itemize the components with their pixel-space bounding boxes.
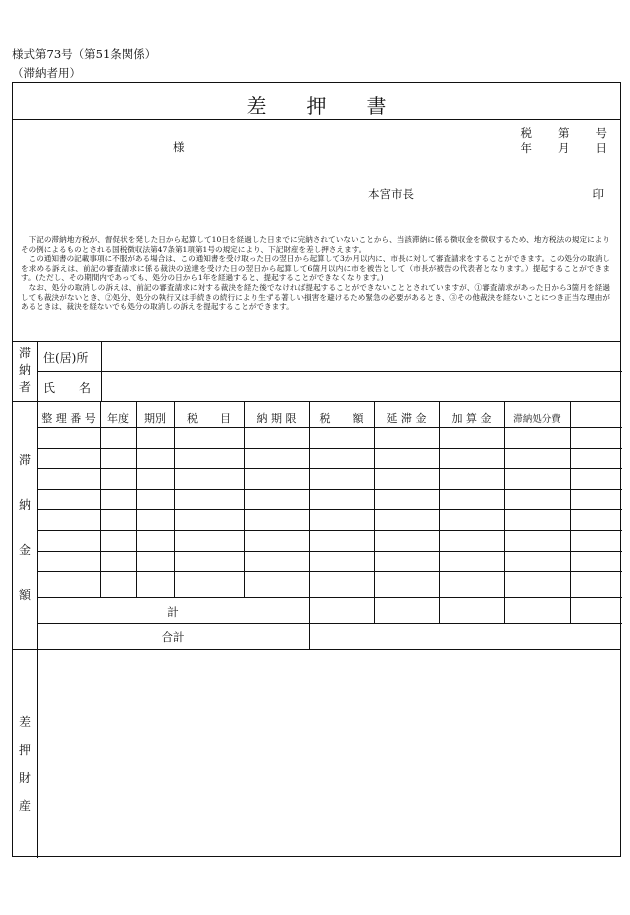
col-header-delinquency-charge: 延 滞 金 bbox=[386, 412, 427, 425]
debtor-label-char: 納 bbox=[18, 363, 31, 377]
seal-mark: 印 bbox=[592, 187, 604, 201]
notice-paragraph: この通知書の記載事項に不服がある場合は、この通知書を受け取った日の翌日から起算して3か月以内に、市長に対して審査請求をすることができます。この処分の取消しを求める訴えは、前記の審査請求に係る裁決の送達を受けた日の翌日から起算して6箇月以内に市を被告として（市長が被告の代表者となります。）提起することができます。(ただし、その期間内であっても、処分の日から1年を経過すると、提起することができなくなります。) bbox=[21, 254, 610, 283]
notice-paragraph: なお、処分の取消しの訴えは、前記の審査請求に対する裁決を経た後でなければ提起することができないこととされていますが、①審査請求があった日から3箇月を経過しても裁決がないとき、②処分、処分の執行又は手続きの続行により生ずる著しい損害を避けるため緊急の必要があるとき、③その他裁決を経ないことにつき正当な理由があるときは、裁決を経ないでも処分の取消しの訴えを提起することができます。 bbox=[21, 282, 610, 312]
property-label-char: 押 bbox=[18, 743, 31, 757]
col-header-due-date: 納 期 限 bbox=[256, 412, 297, 425]
name-label: 氏 名 bbox=[43, 381, 92, 395]
address-label: 住(居)所 bbox=[43, 351, 89, 365]
col-header-reference-no: 整 理 番 号 bbox=[41, 412, 96, 425]
notice-paragraph: 下記の滞納地方税が、督促状を発した日から起算して10日を経過した日までに完納されていないことから、当該滞納に係る徴収金を徴収するため、地方税法の規定によりその例によるものとされる国税徴収法第47条第1項第1号の規定により、下記財産を差し押さえます。 bbox=[21, 235, 610, 254]
col-header-period: 期別 bbox=[144, 412, 166, 425]
debtor-label-char: 滞 bbox=[18, 346, 31, 360]
property-label-char: 差 bbox=[18, 715, 31, 729]
amount-label-char: 金 bbox=[18, 543, 31, 557]
property-label bbox=[14, 708, 36, 820]
col-header-tax-item: 税 目 bbox=[187, 412, 231, 425]
amount-label-char: 納 bbox=[18, 498, 31, 512]
seized-property-area[interactable] bbox=[38, 650, 620, 856]
amount-label bbox=[14, 438, 36, 618]
amount-label-char: 滞 bbox=[18, 453, 31, 467]
total-label: 合計 bbox=[161, 630, 185, 644]
col-header-disposition-fee: 滞納処分費 bbox=[513, 414, 561, 425]
date-line: 年 月 日 bbox=[520, 141, 608, 155]
document-number-line: 税 第 号 bbox=[520, 126, 608, 140]
issuer-name: 本宮市長 bbox=[368, 187, 414, 201]
form-number: 様式第73号（第51条関係） bbox=[12, 47, 157, 61]
addressee-suffix: 様 bbox=[173, 140, 185, 154]
property-label-char: 財 bbox=[18, 771, 31, 785]
col-header-tax-amount: 税 額 bbox=[319, 412, 364, 425]
notice-text bbox=[21, 235, 610, 312]
seizure-form bbox=[12, 82, 621, 857]
property-label-char: 産 bbox=[18, 799, 31, 813]
col-header-fiscal-year: 年度 bbox=[107, 412, 129, 425]
form-type: （滞納者用） bbox=[12, 66, 81, 80]
form-title: 差 押 書 bbox=[246, 94, 387, 118]
debtor-label bbox=[14, 345, 36, 396]
debtor-label-char: 者 bbox=[18, 380, 31, 394]
col-header-additional-tax: 加 算 金 bbox=[451, 412, 492, 425]
subtotal-label: 計 bbox=[167, 605, 179, 619]
amount-label-char: 額 bbox=[18, 588, 31, 602]
